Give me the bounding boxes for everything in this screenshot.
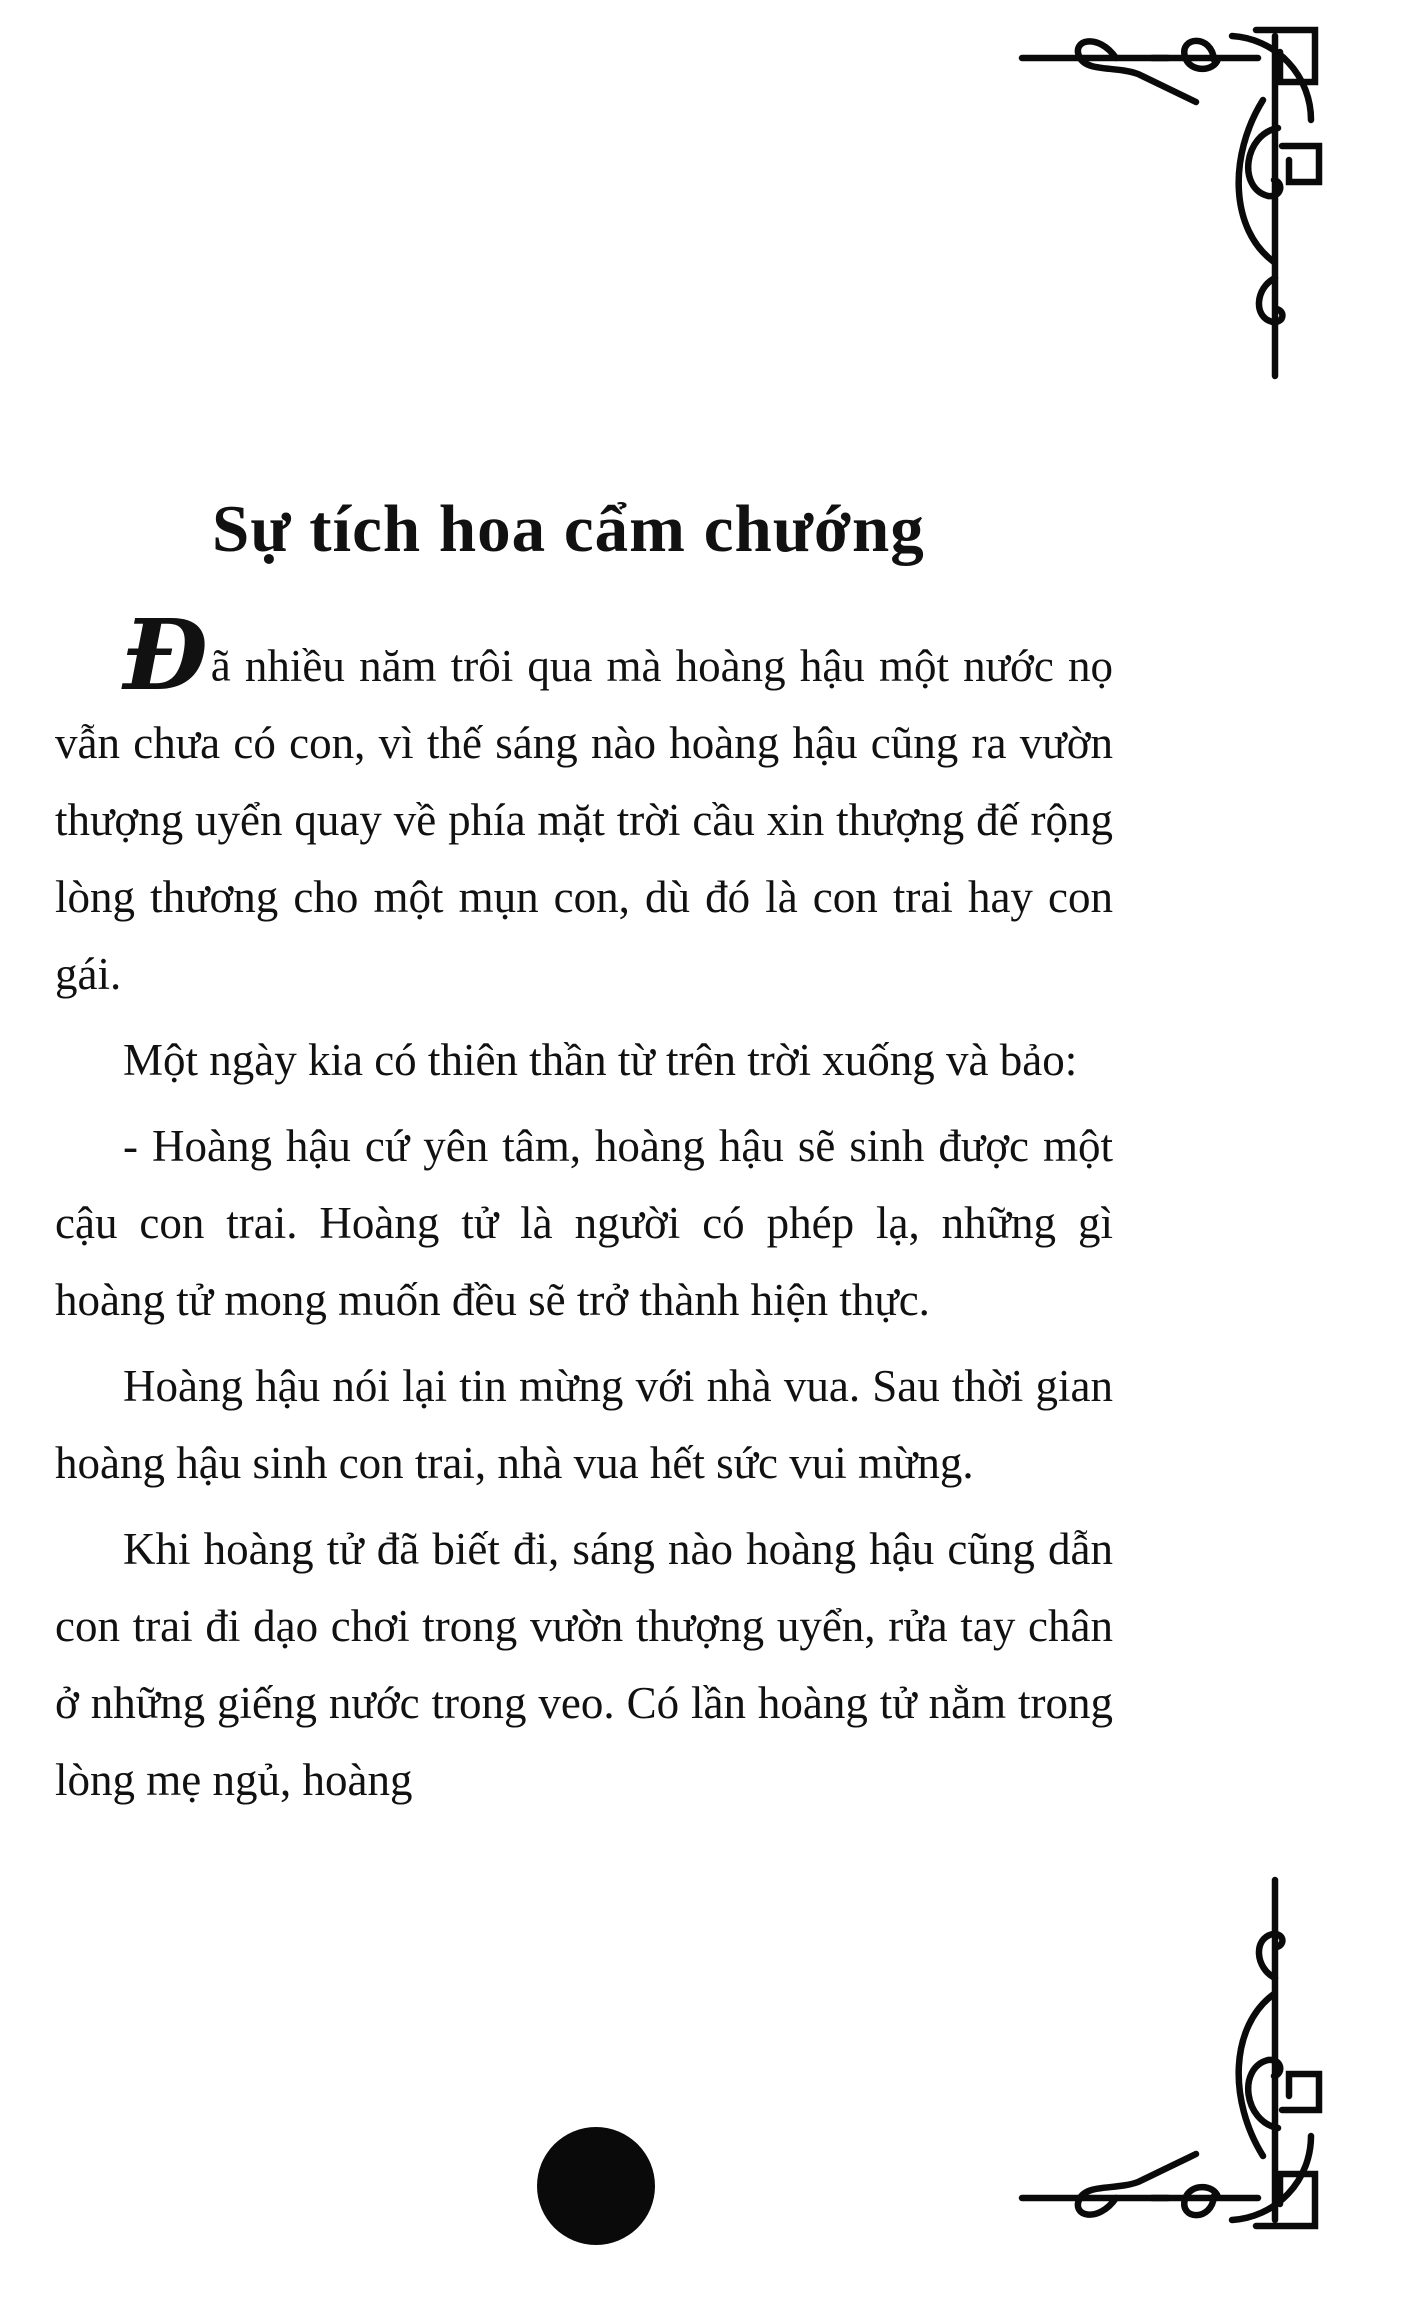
corner-ornament-bottom-right — [1016, 1872, 1336, 2232]
dropcap-letter: Đ — [123, 598, 208, 712]
page-title: Sự tích hoa cẩm chướng — [212, 491, 925, 566]
paragraph-2: Một ngày kia có thiên thần từ trên trời xuống và bảo: — [123, 1035, 1078, 1085]
corner-ornament-top-right — [1016, 24, 1336, 384]
page-number-dot — [537, 2127, 655, 2245]
paragraph-1-text: ã nhiều năm trôi qua mà hoàng hậu một nước nọ vẫn chưa có con, vì thế sáng nào hoàng hậu cũng ra vườn thượng uyển quay về phía mặt trời cầu xin thượng đế rộng lòng thương cho một mụn con, dù đó là con trai hay con gái. — [55, 641, 1113, 999]
corner-flourish-icon — [1016, 24, 1336, 384]
paragraph-4: Hoàng hậu nói lại tin mừng với nhà vua. Sau thời gian hoàng hậu sinh con trai, nhà vua hết sức vui mừng. — [55, 1361, 1113, 1488]
paragraph-1 — [55, 598, 1113, 1013]
story-text — [55, 598, 1113, 1828]
paragraph-3: - Hoàng hậu cứ yên tâm, hoàng hậu sẽ sinh được một cậu con trai. Hoàng tử là người có phép lạ, những gì hoàng tử mong muốn đều sẽ trở thành hiện thực. — [55, 1121, 1113, 1325]
corner-flourish-icon — [1016, 1872, 1336, 2232]
paragraph-5: Khi hoàng tử đã biết đi, sáng nào hoàng hậu cũng dẫn con trai đi dạo chơi trong vườn thượng uyển, rửa tay chân ở những giếng nước trong veo. Có lần hoàng tử nằm trong lòng mẹ ngủ, hoàng — [55, 1524, 1113, 1805]
